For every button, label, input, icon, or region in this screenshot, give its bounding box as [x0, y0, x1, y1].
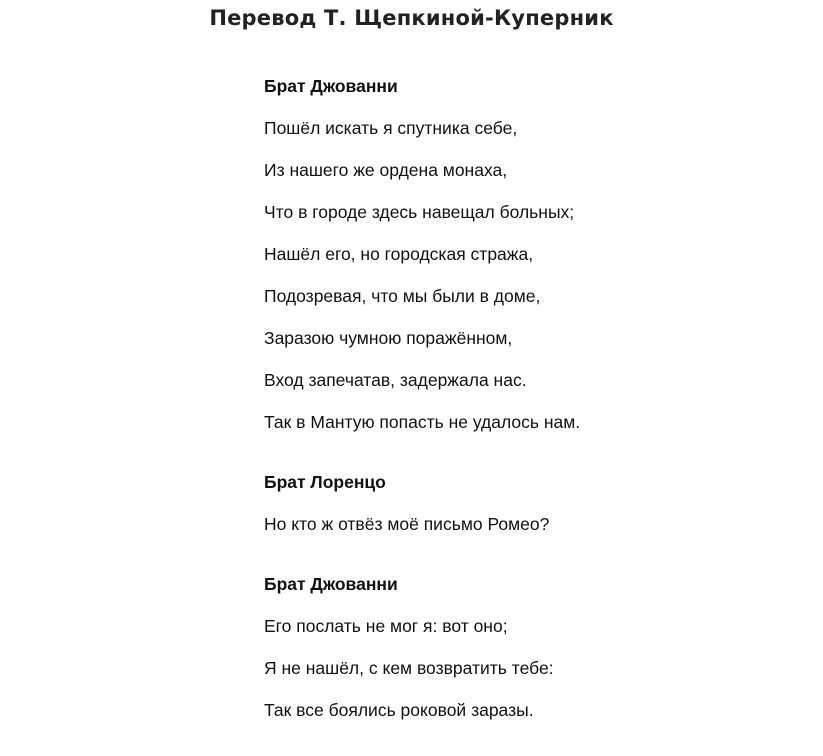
verse-line: Но кто ж отвёз моё письмо Ромео? [264, 514, 550, 534]
verse-line: Подозревая, что мы были в доме, [264, 286, 541, 306]
verse-line: Его послать не мог я: вот оно; [264, 616, 508, 636]
verse-line: Из нашего же ордена монаха, [264, 160, 508, 180]
speaker-name: Брат Джованни [264, 574, 398, 594]
verse-line: Так все боялись роковой заразы. [264, 700, 534, 720]
play-text [264, 72, 580, 738]
verse-line: Пошёл искать я спутника себе, [264, 118, 518, 138]
speech-block-giovanni-1 [264, 72, 580, 450]
speech-block-lorenzo [264, 468, 580, 552]
verse-line: Заразою чумною поражённом, [264, 328, 513, 348]
verse-line: Что в городе здесь навещал больных; [264, 202, 575, 222]
verse-line: Так в Мантую попасть не удалось нам. [264, 412, 581, 432]
verse-line: Я не нашёл, с кем возвратить тебе: [264, 658, 554, 678]
page-title: Перевод Т. Щепкиной-Куперник [209, 6, 614, 30]
verse-line: Нашёл его, но городская стража, [264, 244, 534, 264]
verse-line: Вход запечатав, задержала нас. [264, 370, 527, 390]
speech-block-giovanni-2 [264, 570, 580, 738]
speaker-name: Брат Лоренцо [264, 472, 386, 492]
speaker-name: Брат Джованни [264, 76, 398, 96]
